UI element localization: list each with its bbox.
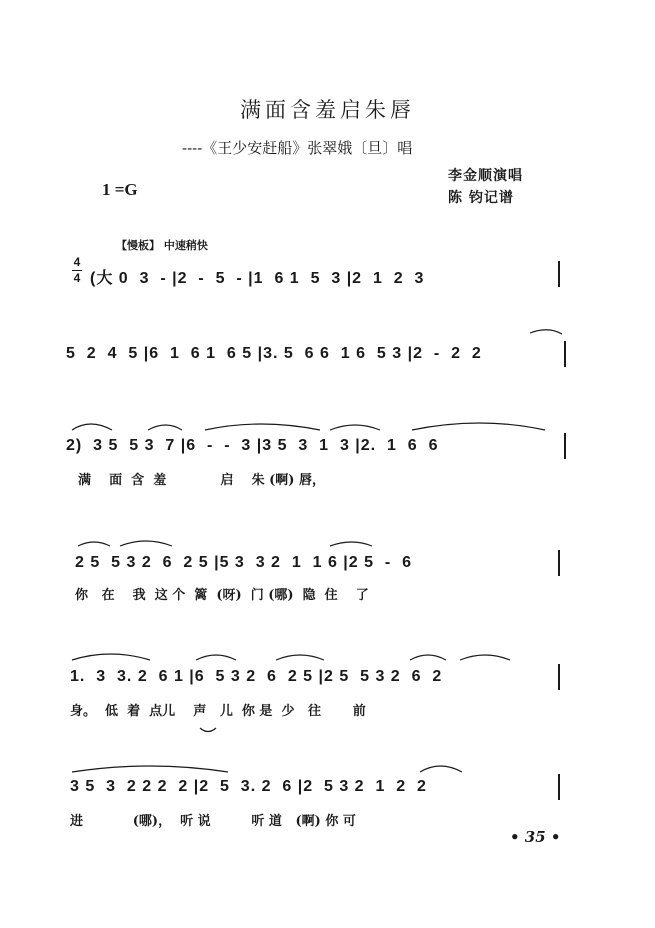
- notation-line: 1. 3 3. 2 6 1 |6 5 3 2 6 2 5 |2 5 5 3 2 6 2: [70, 668, 448, 685]
- lyric-line: 满 面 含 羞 启 朱 (啊) 唇，: [78, 473, 325, 488]
- song-subtitle: ----《王少安赶船》张翠娥〔旦〕唱: [182, 139, 413, 157]
- score-row-2: [66, 345, 566, 375]
- time-signature: [72, 256, 82, 285]
- notation-line: 5 2 4 5 |6 1 6 1 6 5 |3. 5 6 6 1 6 5 3 |2 - 2 2: [66, 345, 488, 362]
- bar-line: [558, 774, 560, 800]
- bar-line: [558, 261, 560, 287]
- score-row-6: [70, 778, 560, 838]
- song-title: 满面含羞启朱唇: [240, 98, 415, 122]
- key-signature: 1 =G: [102, 180, 138, 199]
- score-row-1: [90, 265, 560, 295]
- lyric-line: 进 (哪)， 听 说 听 道 (啊) 你 可: [70, 814, 356, 829]
- score-row-3: [66, 437, 566, 497]
- notation-line: 2) 3 5 5 3 7 |6 - - 3 |3 5 3 1 3 |2. 1 6 6: [66, 437, 444, 454]
- page-number: • 35 •: [510, 828, 561, 846]
- bar-line: [564, 433, 566, 459]
- time-signature-top: 4: [73, 255, 81, 269]
- transcriber-credit: 陈 钧记谱: [448, 190, 514, 206]
- notation-line: (大 0 3 - |2 - 5 - |1 6 1 5 3 |2 1 2 3: [90, 270, 430, 287]
- lyric-line: 身。 低 着 点儿 声 儿 你 是 少 往 前: [70, 704, 366, 719]
- notation-line: 3 5 3 2 2 2 2 |2 5 3. 2 6 |2 5 3 2 1 2 2: [70, 778, 433, 795]
- bar-line: [558, 664, 560, 690]
- notation-line: 2 5 5 3 2 6 2 5 |5 3 3 2 1 1 6 |2 5 - 6: [75, 554, 418, 571]
- score-row-4: [75, 554, 560, 614]
- bar-line: [564, 341, 566, 367]
- time-signature-bottom: 4: [73, 271, 81, 285]
- bar-line: [558, 550, 560, 576]
- singer-credit: 李金顺演唱: [448, 168, 523, 184]
- score-row-5: [70, 668, 560, 728]
- lyric-line: 你 在 我 这 个 篱 (呀) 门 (哪) 隐 住 了: [75, 588, 369, 603]
- tempo-marking: 【慢板】 中速稍快: [116, 239, 208, 252]
